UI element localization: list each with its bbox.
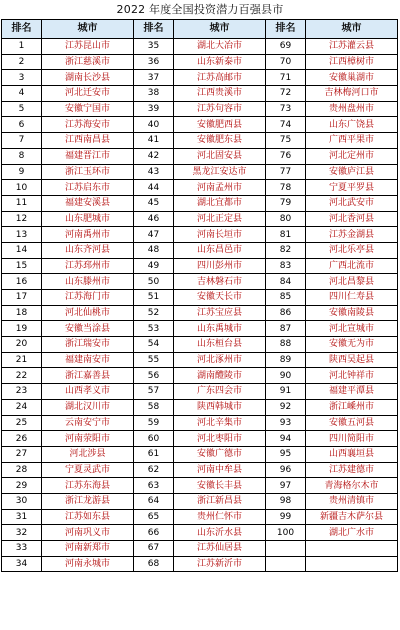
- table-row: [2, 70, 398, 86]
- header-rank: 排名: [2, 20, 42, 39]
- rank-cell: 24: [2, 399, 42, 415]
- rank-cell: 75: [266, 133, 306, 149]
- rank-cell: 94: [266, 431, 306, 447]
- table-row: [2, 462, 398, 478]
- city-cell: 安徽庐江县: [306, 164, 398, 180]
- city-cell: 湖北大冶市: [174, 39, 266, 55]
- rank-cell: 10: [2, 180, 42, 196]
- city-cell: 宁夏平罗县: [306, 180, 398, 196]
- rank-cell: 83: [266, 258, 306, 274]
- city-cell: 河北香河县: [306, 211, 398, 227]
- rank-cell: 82: [266, 242, 306, 258]
- city-cell: 浙江龙游县: [42, 493, 134, 509]
- table-row: [2, 384, 398, 400]
- rank-cell: 90: [266, 368, 306, 384]
- city-cell: 河北涉县: [42, 446, 134, 462]
- city-cell: 河北枣阳市: [174, 431, 266, 447]
- city-cell: 陕西吴起县: [306, 352, 398, 368]
- rank-cell: 11: [2, 195, 42, 211]
- rank-cell: 87: [266, 321, 306, 337]
- city-cell: 山东沂水县: [174, 525, 266, 541]
- rank-cell: 100: [266, 525, 306, 541]
- rank-cell: 33: [2, 541, 42, 557]
- rank-cell: 12: [2, 211, 42, 227]
- rank-cell: 46: [134, 211, 174, 227]
- city-cell: 河北乐亭县: [306, 242, 398, 258]
- rank-cell: 74: [266, 117, 306, 133]
- rank-cell: 41: [134, 133, 174, 149]
- city-cell: 江苏金湖县: [306, 227, 398, 243]
- rank-cell: 76: [266, 148, 306, 164]
- rank-cell: 61: [134, 446, 174, 462]
- table-row: [2, 195, 398, 211]
- table-row: [2, 493, 398, 509]
- city-cell: 安徽肥东县: [174, 133, 266, 149]
- table-row: [2, 258, 398, 274]
- rank-cell: 86: [266, 305, 306, 321]
- city-cell: 湖北宜都市: [174, 195, 266, 211]
- table-row: [2, 556, 398, 572]
- rank-cell: 21: [2, 352, 42, 368]
- rank-cell: 38: [134, 86, 174, 102]
- table-row: [2, 274, 398, 290]
- rank-cell: [266, 556, 306, 572]
- city-cell: 湖北汉川市: [42, 399, 134, 415]
- rank-cell: 65: [134, 509, 174, 525]
- city-cell: 江苏宝应县: [174, 305, 266, 321]
- rank-cell: 53: [134, 321, 174, 337]
- city-cell: 安徽南陵县: [306, 305, 398, 321]
- city-cell: 广西平果市: [306, 133, 398, 149]
- rank-cell: 70: [266, 54, 306, 70]
- rank-cell: [266, 541, 306, 557]
- rank-cell: 28: [2, 462, 42, 478]
- rank-cell: 56: [134, 368, 174, 384]
- rank-cell: 89: [266, 352, 306, 368]
- city-cell: 河北涿州市: [174, 352, 266, 368]
- header-city: 城市: [174, 20, 266, 39]
- table-header-row: [2, 20, 398, 39]
- table-row: [2, 133, 398, 149]
- table-row: [2, 39, 398, 55]
- table-row: [2, 148, 398, 164]
- city-cell: 吉林梅河口市: [306, 86, 398, 102]
- rank-cell: 35: [134, 39, 174, 55]
- rank-cell: 39: [134, 101, 174, 117]
- city-cell: 浙江瑞安市: [42, 337, 134, 353]
- city-cell: 江苏昆山市: [42, 39, 134, 55]
- table-row: [2, 509, 398, 525]
- city-cell: 江苏建德市: [306, 462, 398, 478]
- city-cell: 广东四会市: [174, 384, 266, 400]
- city-cell: 江西南昌县: [42, 133, 134, 149]
- city-cell: 福建安溪县: [42, 195, 134, 211]
- table-row: [2, 321, 398, 337]
- city-cell: 云南安宁市: [42, 415, 134, 431]
- city-cell: 江苏仙居县: [174, 541, 266, 557]
- rank-cell: 15: [2, 258, 42, 274]
- city-cell: [306, 541, 398, 557]
- rank-cell: 97: [266, 478, 306, 494]
- header-rank: 排名: [266, 20, 306, 39]
- rank-cell: 67: [134, 541, 174, 557]
- table-row: [2, 227, 398, 243]
- rank-cell: 32: [2, 525, 42, 541]
- city-cell: 江苏如东县: [42, 509, 134, 525]
- city-cell: 山东桓台县: [174, 337, 266, 353]
- rank-cell: 18: [2, 305, 42, 321]
- city-cell: 福建南安市: [42, 352, 134, 368]
- rank-cell: 4: [2, 86, 42, 102]
- city-cell: 河南永城市: [42, 556, 134, 572]
- rank-cell: 42: [134, 148, 174, 164]
- rank-cell: 17: [2, 290, 42, 306]
- city-cell: 浙江新昌县: [174, 493, 266, 509]
- header-rank: 排名: [134, 20, 174, 39]
- rank-cell: 66: [134, 525, 174, 541]
- table-row: [2, 180, 398, 196]
- city-cell: 陕西韩城市: [174, 399, 266, 415]
- city-cell: 河北正定县: [174, 211, 266, 227]
- city-cell: 安徽当涂县: [42, 321, 134, 337]
- rank-cell: 37: [134, 70, 174, 86]
- table-row: [2, 525, 398, 541]
- rank-cell: 3: [2, 70, 42, 86]
- rank-cell: 68: [134, 556, 174, 572]
- rank-cell: 20: [2, 337, 42, 353]
- city-cell: 山西襄垣县: [306, 446, 398, 462]
- city-cell: 河南荥阳市: [42, 431, 134, 447]
- rank-cell: 5: [2, 101, 42, 117]
- city-cell: 河南新郑市: [42, 541, 134, 557]
- rank-cell: 49: [134, 258, 174, 274]
- city-cell: 广西北流市: [306, 258, 398, 274]
- table-row: [2, 54, 398, 70]
- city-cell: 江苏海安市: [42, 117, 134, 133]
- city-cell: 江苏新沂市: [174, 556, 266, 572]
- rank-cell: 62: [134, 462, 174, 478]
- city-cell: 河北钟祥市: [306, 368, 398, 384]
- table-row: [2, 446, 398, 462]
- rank-cell: 93: [266, 415, 306, 431]
- page-title: 2022 年度全国投资潜力百强县市: [116, 3, 284, 16]
- rank-cell: 98: [266, 493, 306, 509]
- rank-cell: 30: [2, 493, 42, 509]
- rank-cell: 26: [2, 431, 42, 447]
- rank-cell: 85: [266, 290, 306, 306]
- rank-cell: 63: [134, 478, 174, 494]
- rank-cell: 60: [134, 431, 174, 447]
- table-row: [2, 415, 398, 431]
- city-cell: 四川仁寿县: [306, 290, 398, 306]
- table-row: [2, 305, 398, 321]
- rank-cell: 54: [134, 337, 174, 353]
- rank-cell: 59: [134, 415, 174, 431]
- city-cell: 山东昌邑市: [174, 242, 266, 258]
- city-cell: [306, 556, 398, 572]
- city-cell: 湖南醴陵市: [174, 368, 266, 384]
- rank-cell: 96: [266, 462, 306, 478]
- city-cell: 安徽肥西县: [174, 117, 266, 133]
- table-row: [2, 368, 398, 384]
- city-cell: 贵州盘州市: [306, 101, 398, 117]
- rank-cell: 51: [134, 290, 174, 306]
- city-cell: 山西孝义市: [42, 384, 134, 400]
- city-cell: 河北固安县: [174, 148, 266, 164]
- city-cell: 安徽长丰县: [174, 478, 266, 494]
- rank-cell: 43: [134, 164, 174, 180]
- rank-cell: 99: [266, 509, 306, 525]
- city-cell: 浙江慈溪市: [42, 54, 134, 70]
- city-cell: 河北昌黎县: [306, 274, 398, 290]
- city-cell: 山东滕州市: [42, 274, 134, 290]
- header-city: 城市: [306, 20, 398, 39]
- table-row: [2, 352, 398, 368]
- table-row: [2, 541, 398, 557]
- city-cell: 福建晋江市: [42, 148, 134, 164]
- table-row: [2, 431, 398, 447]
- rank-cell: 36: [134, 54, 174, 70]
- city-cell: 贵州仁怀市: [174, 509, 266, 525]
- city-cell: 河北迁安市: [42, 86, 134, 102]
- rank-cell: 55: [134, 352, 174, 368]
- city-cell: 黑龙江安达市: [174, 164, 266, 180]
- rank-cell: 88: [266, 337, 306, 353]
- city-cell: 江苏东海县: [42, 478, 134, 494]
- rank-cell: 78: [266, 180, 306, 196]
- city-cell: 河北定州市: [306, 148, 398, 164]
- rank-cell: 27: [2, 446, 42, 462]
- table-row: [2, 86, 398, 102]
- city-cell: 青海格尔木市: [306, 478, 398, 494]
- city-cell: 浙江嵊州市: [306, 399, 398, 415]
- table-row: [2, 337, 398, 353]
- rank-cell: 84: [266, 274, 306, 290]
- rank-cell: 44: [134, 180, 174, 196]
- city-cell: 安徽广德市: [174, 446, 266, 462]
- city-cell: 河北宣城市: [306, 321, 398, 337]
- rank-cell: 31: [2, 509, 42, 525]
- rank-cell: 95: [266, 446, 306, 462]
- rank-cell: 72: [266, 86, 306, 102]
- rank-cell: 14: [2, 242, 42, 258]
- city-cell: 山东肥城市: [42, 211, 134, 227]
- city-cell: 安徽天长市: [174, 290, 266, 306]
- rank-cell: 29: [2, 478, 42, 494]
- rank-cell: 79: [266, 195, 306, 211]
- city-cell: 山东新泰市: [174, 54, 266, 70]
- rank-cell: 77: [266, 164, 306, 180]
- rank-cell: 48: [134, 242, 174, 258]
- rank-cell: 52: [134, 305, 174, 321]
- city-cell: 江西樟树市: [306, 54, 398, 70]
- rank-cell: 64: [134, 493, 174, 509]
- rank-cell: 8: [2, 148, 42, 164]
- city-cell: 湖南长沙县: [42, 70, 134, 86]
- city-cell: 山东广饶县: [306, 117, 398, 133]
- rank-cell: 57: [134, 384, 174, 400]
- city-cell: 江苏灌云县: [306, 39, 398, 55]
- ranking-table: [1, 19, 398, 572]
- city-cell: 安徽宁国市: [42, 101, 134, 117]
- city-cell: 河南中牟县: [174, 462, 266, 478]
- table-row: [2, 164, 398, 180]
- rank-cell: 80: [266, 211, 306, 227]
- city-cell: 江苏海门市: [42, 290, 134, 306]
- table-row: [2, 399, 398, 415]
- city-cell: 湖北广水市: [306, 525, 398, 541]
- rank-cell: 34: [2, 556, 42, 572]
- city-cell: 江苏高邮市: [174, 70, 266, 86]
- rank-cell: 71: [266, 70, 306, 86]
- city-cell: 安徽巢湖市: [306, 70, 398, 86]
- city-cell: 新疆吉木萨尔县: [306, 509, 398, 525]
- rank-cell: 19: [2, 321, 42, 337]
- city-cell: 江西贵溪市: [174, 86, 266, 102]
- table-row: [2, 211, 398, 227]
- city-cell: 宁夏灵武市: [42, 462, 134, 478]
- city-cell: 河北武安市: [306, 195, 398, 211]
- city-cell: 福建平潭县: [306, 384, 398, 400]
- city-cell: 江苏句容市: [174, 101, 266, 117]
- city-cell: 河北辛集市: [174, 415, 266, 431]
- city-cell: 安徽五河县: [306, 415, 398, 431]
- table-row: [2, 242, 398, 258]
- rank-cell: 73: [266, 101, 306, 117]
- city-cell: 江苏邳州市: [42, 258, 134, 274]
- rank-cell: 16: [2, 274, 42, 290]
- rank-cell: 47: [134, 227, 174, 243]
- city-cell: 贵州清镇市: [306, 493, 398, 509]
- rank-cell: 40: [134, 117, 174, 133]
- city-cell: 河南孟州市: [174, 180, 266, 196]
- table-row: [2, 290, 398, 306]
- city-cell: 吉林磐石市: [174, 274, 266, 290]
- table-row: [2, 117, 398, 133]
- rank-cell: 50: [134, 274, 174, 290]
- rank-cell: 45: [134, 195, 174, 211]
- rank-cell: 9: [2, 164, 42, 180]
- city-cell: 四川简阳市: [306, 431, 398, 447]
- city-cell: 安徽无为市: [306, 337, 398, 353]
- city-cell: 河北仙桃市: [42, 305, 134, 321]
- rank-cell: 25: [2, 415, 42, 431]
- city-cell: 河南禹州市: [42, 227, 134, 243]
- city-cell: 四川彭州市: [174, 258, 266, 274]
- rank-cell: 92: [266, 399, 306, 415]
- rank-cell: 58: [134, 399, 174, 415]
- city-cell: 河南巩义市: [42, 525, 134, 541]
- table-row: [2, 101, 398, 117]
- header-city: 城市: [42, 20, 134, 39]
- rank-cell: 7: [2, 133, 42, 149]
- rank-cell: 23: [2, 384, 42, 400]
- city-cell: 河南长垣市: [174, 227, 266, 243]
- city-cell: 江苏启东市: [42, 180, 134, 196]
- city-cell: 浙江玉环市: [42, 164, 134, 180]
- rank-cell: 91: [266, 384, 306, 400]
- rank-cell: 22: [2, 368, 42, 384]
- rank-cell: 69: [266, 39, 306, 55]
- rank-cell: 6: [2, 117, 42, 133]
- rank-cell: 2: [2, 54, 42, 70]
- rank-cell: 81: [266, 227, 306, 243]
- city-cell: 山东禹城市: [174, 321, 266, 337]
- city-cell: 浙江嘉善县: [42, 368, 134, 384]
- city-cell: 山东齐河县: [42, 242, 134, 258]
- rank-cell: 1: [2, 39, 42, 55]
- rank-cell: 13: [2, 227, 42, 243]
- table-row: [2, 478, 398, 494]
